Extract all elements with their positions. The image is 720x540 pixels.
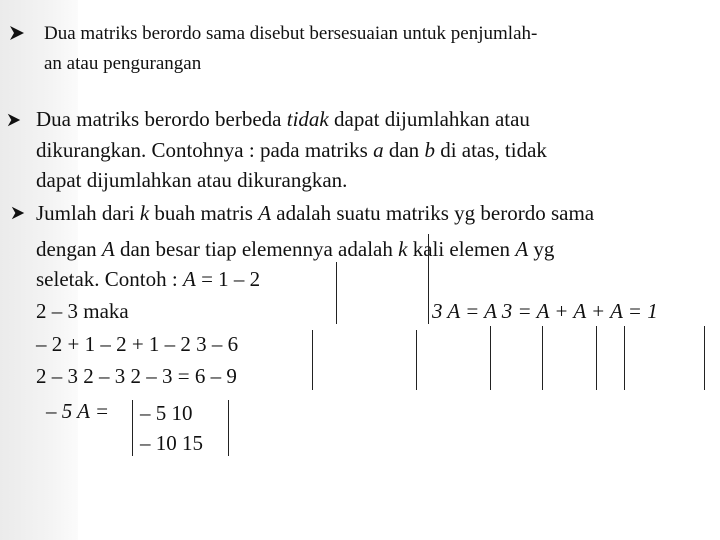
matrix-bracket [312,330,313,390]
matrix-bracket [228,400,229,456]
neg5a-row-1: – 5 10 [140,401,193,425]
paragraph-3-line-2: dengan A dan besar tiap elemennya adalah k kali elemen A yg [36,237,555,261]
matrix-bracket [428,234,429,324]
matrix-bracket [416,330,417,390]
sum-row-1: – 2 + 1 – 2 + 1 – 2 3 – 6 [36,332,239,356]
paragraph-2-line-2: dikurangkan. Contohnya : pada matriks a dan b di atas, tidak [36,138,547,162]
paragraph-1-line-2: an atau pengurangan [44,53,202,74]
paragraph-2-line-3: dapat dijumlahkan atau dikurangkan. [36,168,348,192]
bullet-arrow-icon [10,205,26,221]
paragraph-2-line-1: Dua matriks berordo berbeda tidak dapat dijumlahkan atau [36,107,530,131]
paragraph-3-line-4: 2 – 3 maka [36,299,129,323]
matrix-bracket [704,326,705,390]
bullet-arrow-icon [8,24,26,42]
equation-3a: 3 A = A 3 = A + A + A = 1 [432,299,658,323]
bullet-arrow-icon [6,112,22,128]
matrix-bracket [132,400,133,456]
paragraph-3-line-3: seletak. Contoh : A = 1 – 2 [36,267,261,291]
neg5a-label: – 5 A = [46,399,109,423]
matrix-bracket [624,326,625,390]
matrix-bracket [596,326,597,390]
paragraph-3-line-1: Jumlah dari k buah matris A adalah suatu matriks yg berordo sama [36,201,595,225]
paragraph-1-line-1: Dua matriks berordo sama disebut bersesuaian untuk penjumlah- [44,23,538,44]
matrix-bracket [336,262,337,324]
sum-row-2: 2 – 3 2 – 3 2 – 3 = 6 – 9 [36,364,237,388]
neg5a-row-2: – 10 15 [140,431,203,455]
matrix-bracket [542,326,543,390]
matrix-bracket [490,326,491,390]
